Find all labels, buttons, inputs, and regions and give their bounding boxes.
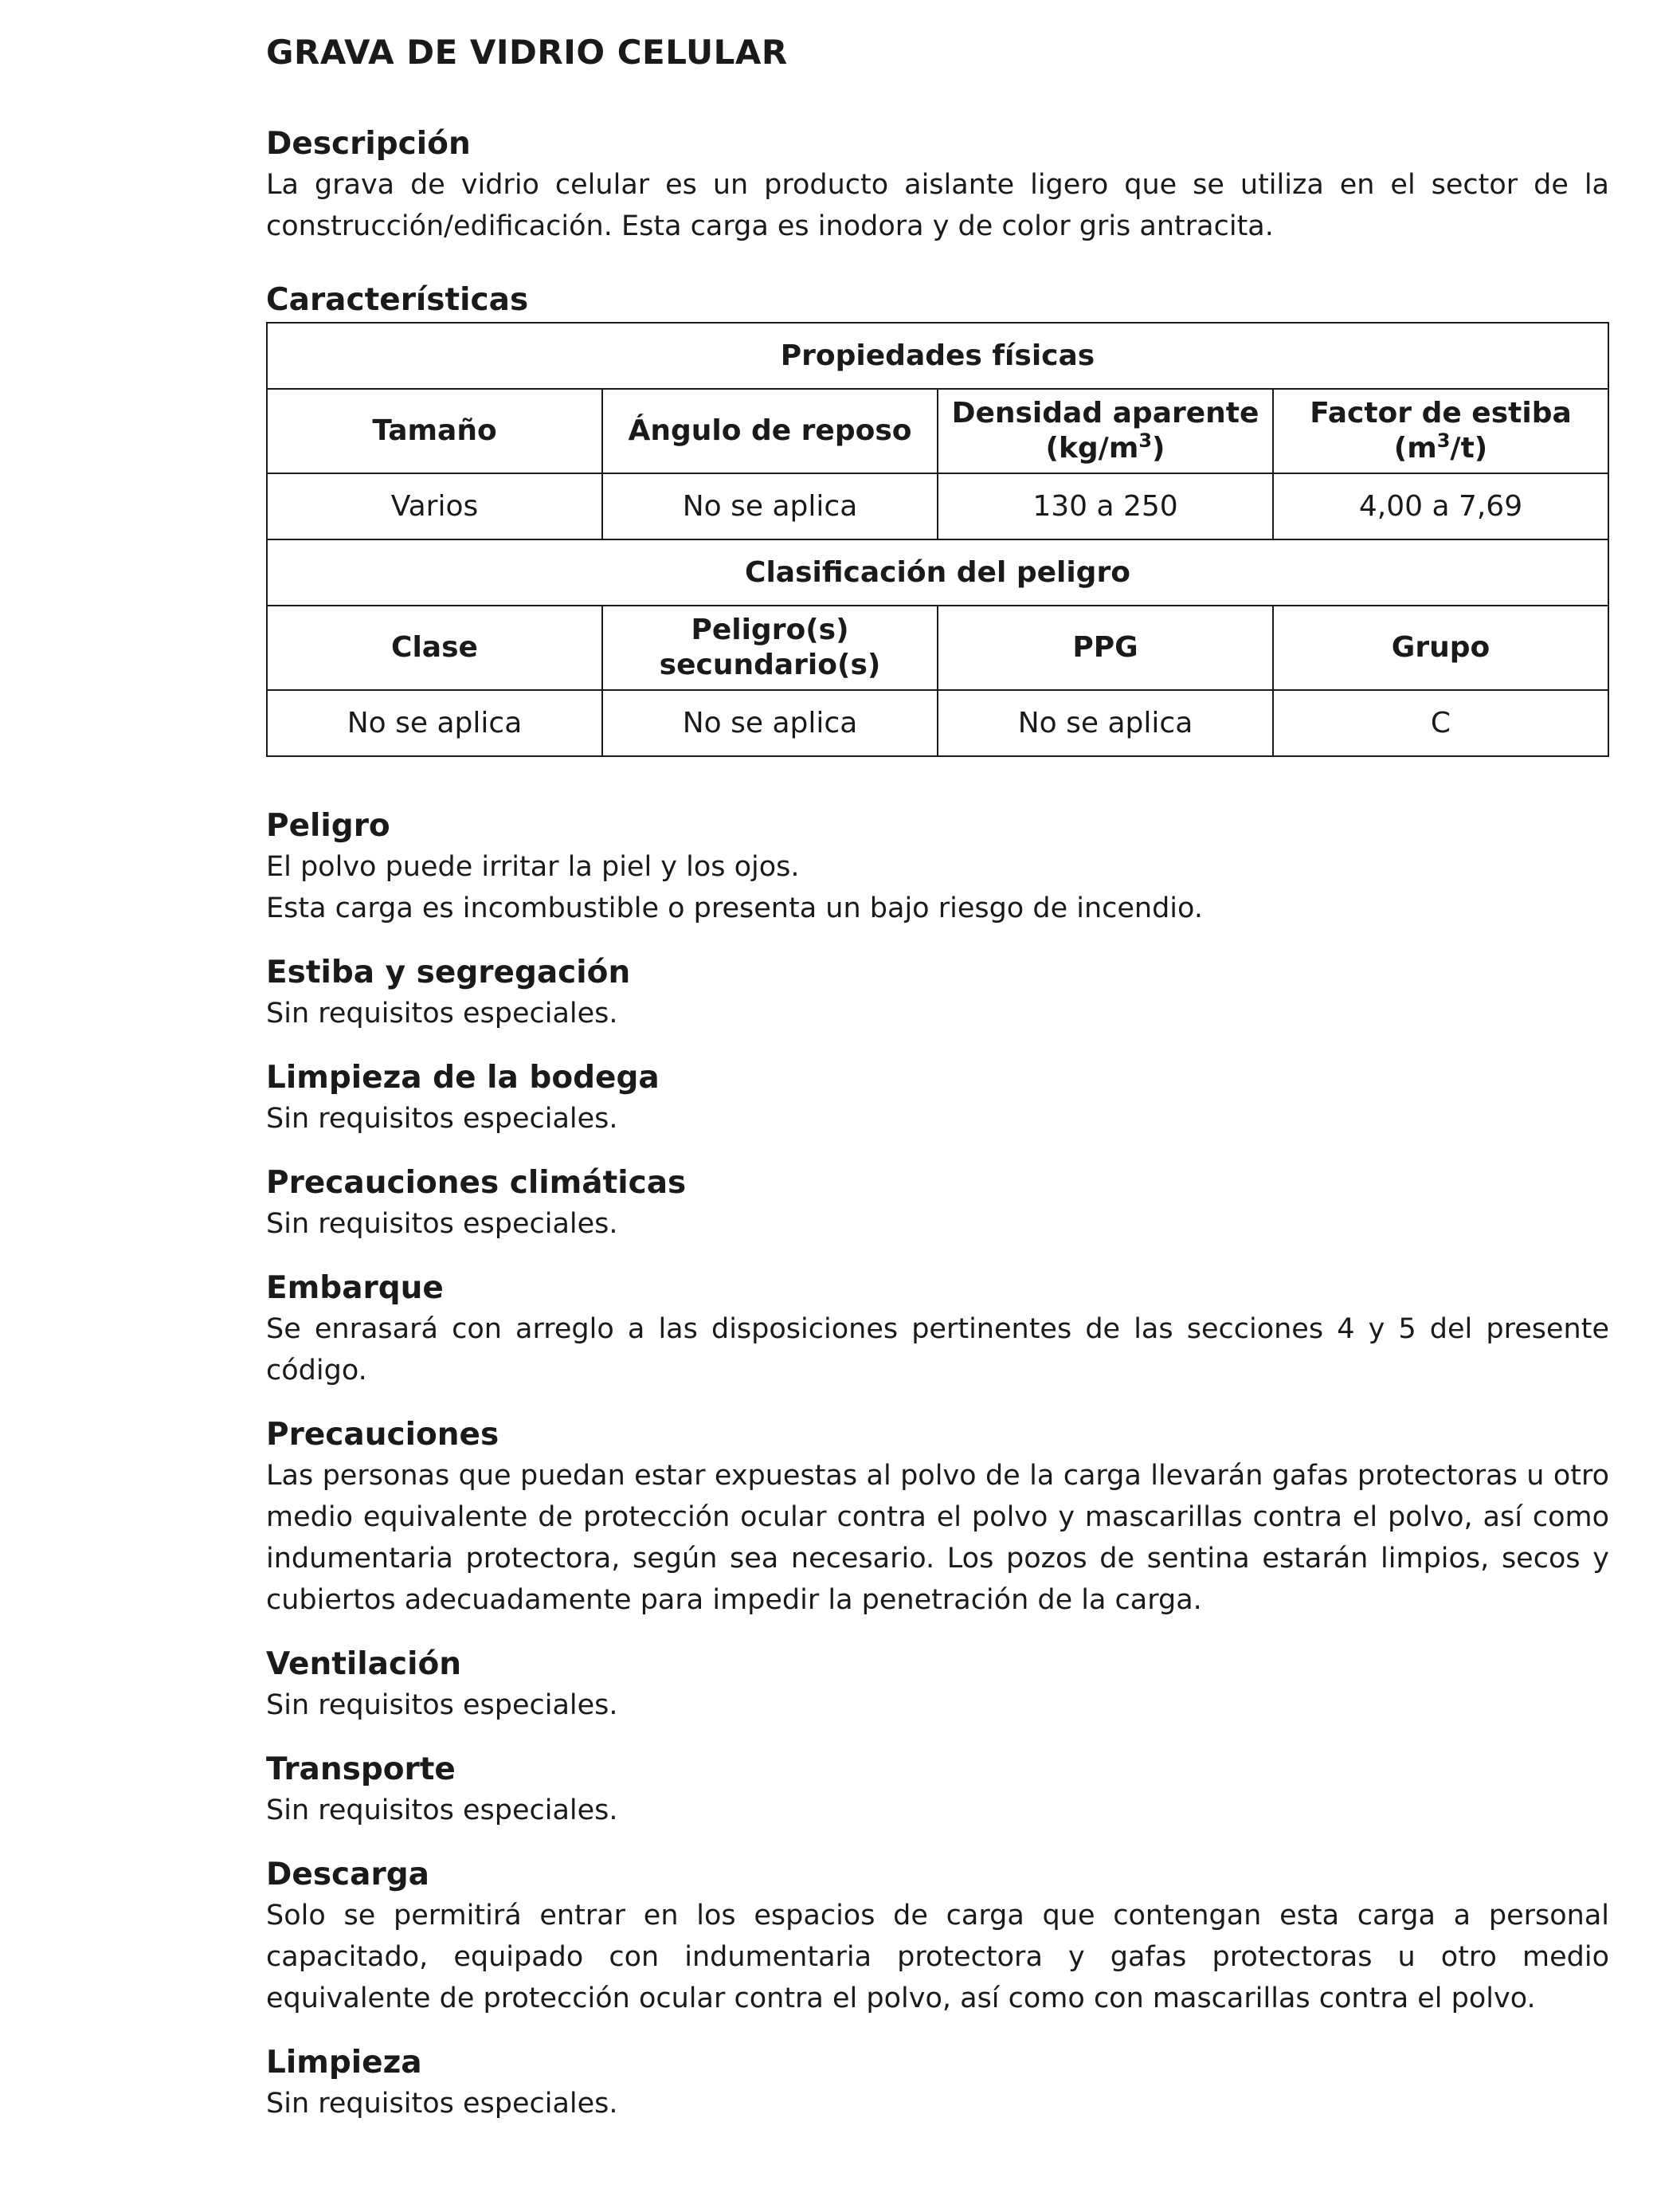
properties-table <box>266 322 1609 757</box>
section-limpieza-bodega <box>266 1058 1609 1139</box>
group-header-propiedades: Propiedades físicas <box>267 323 1608 389</box>
header-densidad-label: Densidad aparente <box>951 397 1259 429</box>
section-text: Las personas que puedan estar expuestas al polvo de la carga llevarán gafas protectoras u otro medio equivalente de protección ocular contra el polvo y mascarillas contra el polvo, así como indumentaria protectora, según sea necesario. Los pozos de sentina estarán limpios, secos y cubiertos adecuadamente para impedir la penetración de la carga. <box>266 1460 1609 1616</box>
section-descripcion <box>266 124 1609 247</box>
header-factor <box>1273 389 1608 473</box>
section-heading: Descarga <box>266 1857 429 1892</box>
header-factor-label: Factor de estiba <box>1310 397 1572 429</box>
table-header-row <box>267 606 1608 690</box>
table-cell: No se aplica <box>602 473 938 539</box>
group-header-clasificacion: Clasificación del peligro <box>267 539 1608 606</box>
section-heading: Limpieza de la bodega <box>266 1060 660 1096</box>
table-cell: No se aplica <box>938 690 1273 756</box>
section-precauciones <box>266 1415 1609 1621</box>
section-ventilacion <box>266 1645 1609 1726</box>
section-heading: Características <box>266 282 529 318</box>
table-cell: Varios <box>267 473 602 539</box>
paragraph: El polvo puede irritar la piel y los ojos. <box>266 851 800 883</box>
table-group-row <box>267 323 1608 389</box>
header-tamano: Tamaño <box>267 389 602 473</box>
section-estiba <box>266 953 1609 1034</box>
section-heading: Descripción <box>266 126 471 162</box>
section-heading: Embarque <box>266 1270 444 1306</box>
header-grupo: Grupo <box>1273 606 1608 690</box>
section-peligro <box>266 806 1609 929</box>
section-transporte <box>266 1750 1609 1831</box>
header-clase: Clase <box>267 606 602 690</box>
section-text: Sin requisitos especiales. <box>266 1794 618 1826</box>
table-cell: 4,00 a 7,69 <box>1273 473 1608 539</box>
header-ppg: PPG <box>938 606 1273 690</box>
table-cell: C <box>1273 690 1608 756</box>
section-text: Sin requisitos especiales. <box>266 1103 618 1135</box>
section-heading: Transporte <box>266 1751 456 1787</box>
section-text: Solo se permitirá entrar en los espacios de carga que contengan esta carga a personal capacitado, equipado con indumentaria protectora y gafas protectoras u otro medio equivalente de protección ocular contra el polvo, así como con mascarillas contra el polvo. <box>266 1900 1609 2014</box>
section-heading: Ventilación <box>266 1646 462 1682</box>
section-text: La grava de vidrio celular es un producto aislante ligero que se utiliza en el sector de la construcción/edificación. Esta carga es inodora y de color gris antracita. <box>266 169 1609 242</box>
header-densidad-unit: $(kg/m^3)$ <box>1045 429 1165 465</box>
section-text: Sin requisitos especiales. <box>266 1689 618 1721</box>
document-title: GRAVA DE VIDRIO CELULAR <box>266 33 788 72</box>
properties-table-wrap <box>266 322 1609 757</box>
section-heading: Limpieza <box>266 2045 422 2081</box>
header-factor-unit: $(m^3/t)$ <box>1393 429 1488 465</box>
section-embarque <box>266 1269 1609 1391</box>
table-cell: No se aplica <box>267 690 602 756</box>
section-precauciones-climaticas <box>266 1163 1609 1245</box>
section-heading: Estiba y segregación <box>266 955 631 990</box>
section-heading: Precauciones climáticas <box>266 1165 687 1201</box>
table-row <box>267 473 1608 539</box>
section-descarga <box>266 1855 1609 2019</box>
header-peligro-secundario: Peligro(s) secundario(s) <box>602 606 938 690</box>
section-text: Se enrasará con arreglo a las disposiciones pertinentes de las secciones 4 y 5 del presente código. <box>266 1313 1609 1386</box>
section-caracteristicas <box>266 280 1609 757</box>
table-cell: 130 a 250 <box>938 473 1273 539</box>
section-text: Sin requisitos especiales. <box>266 2088 618 2120</box>
section-text: Sin requisitos especiales. <box>266 998 618 1030</box>
header-densidad <box>938 389 1273 473</box>
document-page <box>266 30 1609 2124</box>
table-header-row <box>267 389 1608 473</box>
section-heading: Precauciones <box>266 1417 499 1453</box>
section-text <box>266 846 1609 929</box>
section-heading: Peligro <box>266 808 390 844</box>
section-text: Sin requisitos especiales. <box>266 1208 618 1240</box>
table-row <box>267 690 1608 756</box>
table-cell: No se aplica <box>602 690 938 756</box>
paragraph: Esta carga es incombustible o presenta un bajo riesgo de incendio. <box>266 892 1203 924</box>
header-angulo: Ángulo de reposo <box>602 389 938 473</box>
table-group-row <box>267 539 1608 606</box>
section-limpieza <box>266 2043 1609 2124</box>
